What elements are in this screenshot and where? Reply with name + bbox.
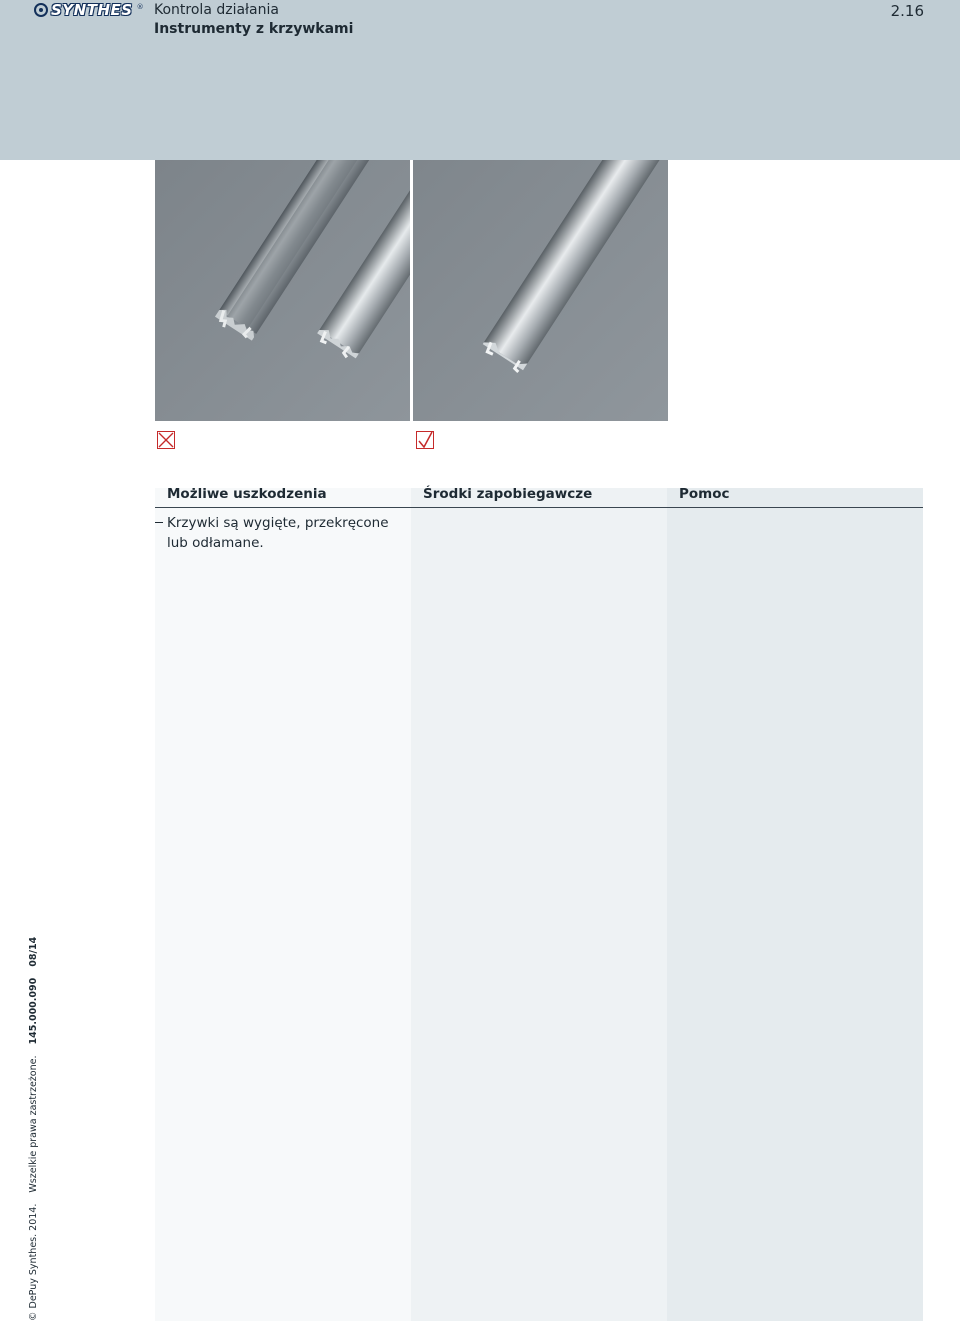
- column-prevention-bg: [411, 488, 667, 1321]
- x-box-icon: [157, 431, 175, 449]
- damage-item-line-2: lub odłamane.: [167, 535, 264, 551]
- synthes-logo: [34, 1, 144, 19]
- damaged-cam-instrument-photo: [155, 160, 410, 421]
- checkmark-box-icon: [416, 431, 434, 449]
- copyright-text: © DePuy Synthes. 2014.: [28, 1203, 39, 1321]
- page-number: 2.16: [890, 2, 924, 20]
- document-code: 145.000.090: [28, 977, 39, 1045]
- header-help: Pomoc: [679, 486, 730, 502]
- registered-mark: ®: [136, 3, 144, 11]
- damage-list-item: [155, 513, 405, 553]
- logo-wordmark: SYNTHES: [51, 1, 133, 19]
- damage-item-line-1: Krzywki są wygięte, przekręcone: [167, 515, 389, 531]
- footer-copyright: [28, 929, 39, 1321]
- header-possible-damage: Możliwe uszkodzenia: [167, 486, 327, 502]
- logo-emblem-icon: [34, 3, 48, 17]
- list-dash: [155, 522, 163, 523]
- section-subtitle: Kontrola działania: [154, 2, 279, 18]
- page-title: Instrumenty z krzywkami: [154, 21, 354, 37]
- column-help-bg: [667, 488, 923, 1321]
- page-header: [0, 0, 960, 160]
- intact-cam-instrument-photo: [413, 160, 668, 421]
- damage-item-text: [167, 513, 397, 553]
- column-damage-bg: [155, 488, 411, 1321]
- table-header-rule: [155, 507, 923, 508]
- rights-text: Wszelkie prawa zastrzeżone.: [28, 1055, 39, 1193]
- document-date: 08/14: [28, 936, 39, 967]
- header-preventive-measures: Środki zapobiegawcze: [423, 486, 593, 502]
